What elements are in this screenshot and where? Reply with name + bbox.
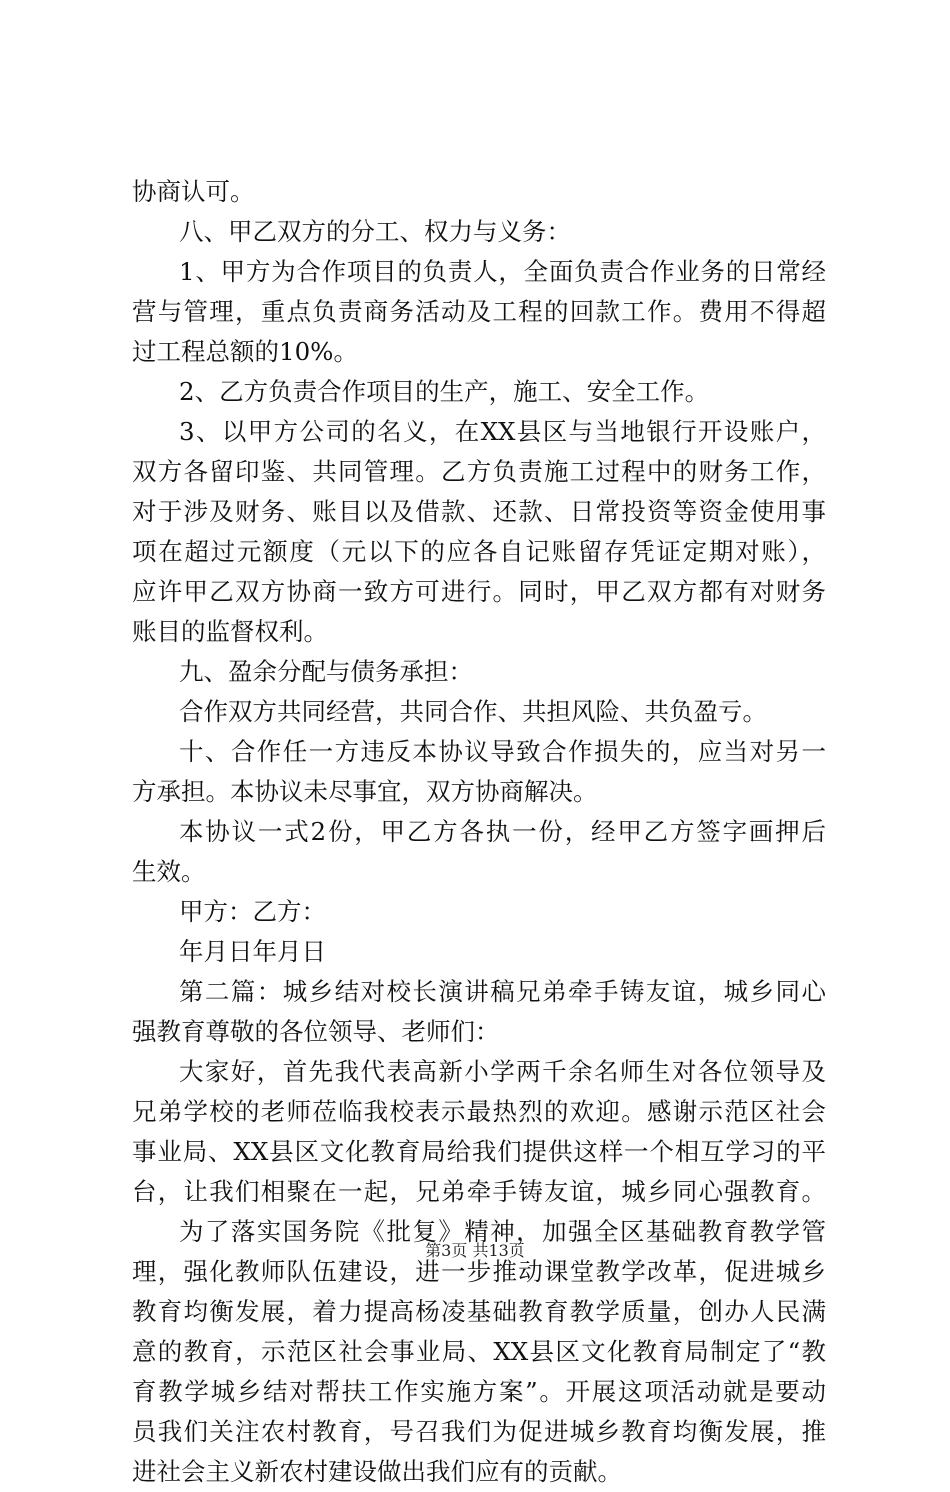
text-line: 2、乙方负责合作项目的生产，施工、安全工作。 xyxy=(179,377,710,406)
text-line: 项在超过元额度（元以下的应各自记账留存凭证定期对账）， xyxy=(132,537,826,566)
signature-parties: 甲方：乙方： xyxy=(179,897,326,926)
text-line: 育教学城乡结对帮扶工作实施方案”。开展这项活动就是要动 xyxy=(132,1377,826,1406)
text-line: 强教育尊敬的各位领导、老师们： xyxy=(132,1017,500,1046)
section-title: 第二篇：城乡结对校长演讲稿兄弟牵手铸友谊，城乡同心 xyxy=(179,977,826,1006)
text-line: 兄弟学校的老师莅临我校表示最热烈的欢迎。感谢示范区社会 xyxy=(132,1097,826,1126)
text-line: 意的教育，示范区社会事业局、XX县区文化教育局制定了“教 xyxy=(132,1337,826,1366)
text-line: 1、甲方为合作项目的负责人，全面负责合作业务的日常经 xyxy=(179,257,826,286)
section-heading: 八、甲乙双方的分工、权力与义务： xyxy=(179,217,571,246)
text-line: 过工程总额的10%。 xyxy=(132,337,358,366)
text-line: 应许甲乙双方协商一致方可进行。同时，甲乙双方都有对财务 xyxy=(132,577,826,606)
text-line: 对于涉及财务、账目以及借款、还款、日常投资等资金使用事 xyxy=(132,497,826,526)
text-line: 方承担。本协议未尽事宜，双方协商解决。 xyxy=(132,777,598,806)
text-line: 十、合作任一方违反本协议导致合作损失的，应当对另一 xyxy=(179,737,826,766)
text-line: 3、以甲方公司的名义，在XX县区与当地银行开设账户， xyxy=(179,417,826,446)
page-number: 第3页 共13页 xyxy=(425,1241,525,1260)
section-heading: 九、盈余分配与债务承担： xyxy=(179,657,473,686)
signature-dates: 年月日年月日 xyxy=(179,937,326,966)
text-line: 进社会主义新农村建设做出我们应有的贡献。 xyxy=(132,1457,622,1486)
document-body xyxy=(132,172,826,1492)
text-line: 员我们关注农村教育，号召我们为促进城乡教育均衡发展，推 xyxy=(132,1417,826,1446)
text-line: 事业局、XX县区文化教育局给我们提供这样一个相互学习的平 xyxy=(132,1137,826,1166)
text-line: 账目的监督权利。 xyxy=(132,617,328,646)
text-line: 双方各留印鉴、共同管理。乙方负责施工过程中的财务工作， xyxy=(132,457,826,486)
text-line: 为了落实国务院《批复》精神，加强全区基础教育教学管 xyxy=(179,1217,826,1246)
text-line: 本协议一式2份，甲乙方各执一份，经甲乙方签字画押后 xyxy=(179,817,826,846)
text-line: 营与管理，重点负责商务活动及工程的回款工作。费用不得超 xyxy=(132,297,826,326)
text-line: 合作双方共同经营，共同合作、共担风险、共负盈亏。 xyxy=(179,697,767,726)
text-line: 台，让我们相聚在一起，兄弟牵手铸友谊，城乡同心强教育。 xyxy=(132,1177,826,1206)
text-line: 协商认可。 xyxy=(132,177,255,206)
text-line: 教育均衡发展，着力提高杨凌基础教育教学质量，创办人民满 xyxy=(132,1297,826,1326)
text-line: 生效。 xyxy=(132,857,206,886)
text-line: 大家好，首先我代表高新小学两千余名师生对各位领导及 xyxy=(179,1057,826,1086)
page-footer xyxy=(0,1240,950,1262)
text-line: 理，强化教师队伍建设，进一步推动课堂教学改革，促进城乡 xyxy=(132,1257,826,1286)
